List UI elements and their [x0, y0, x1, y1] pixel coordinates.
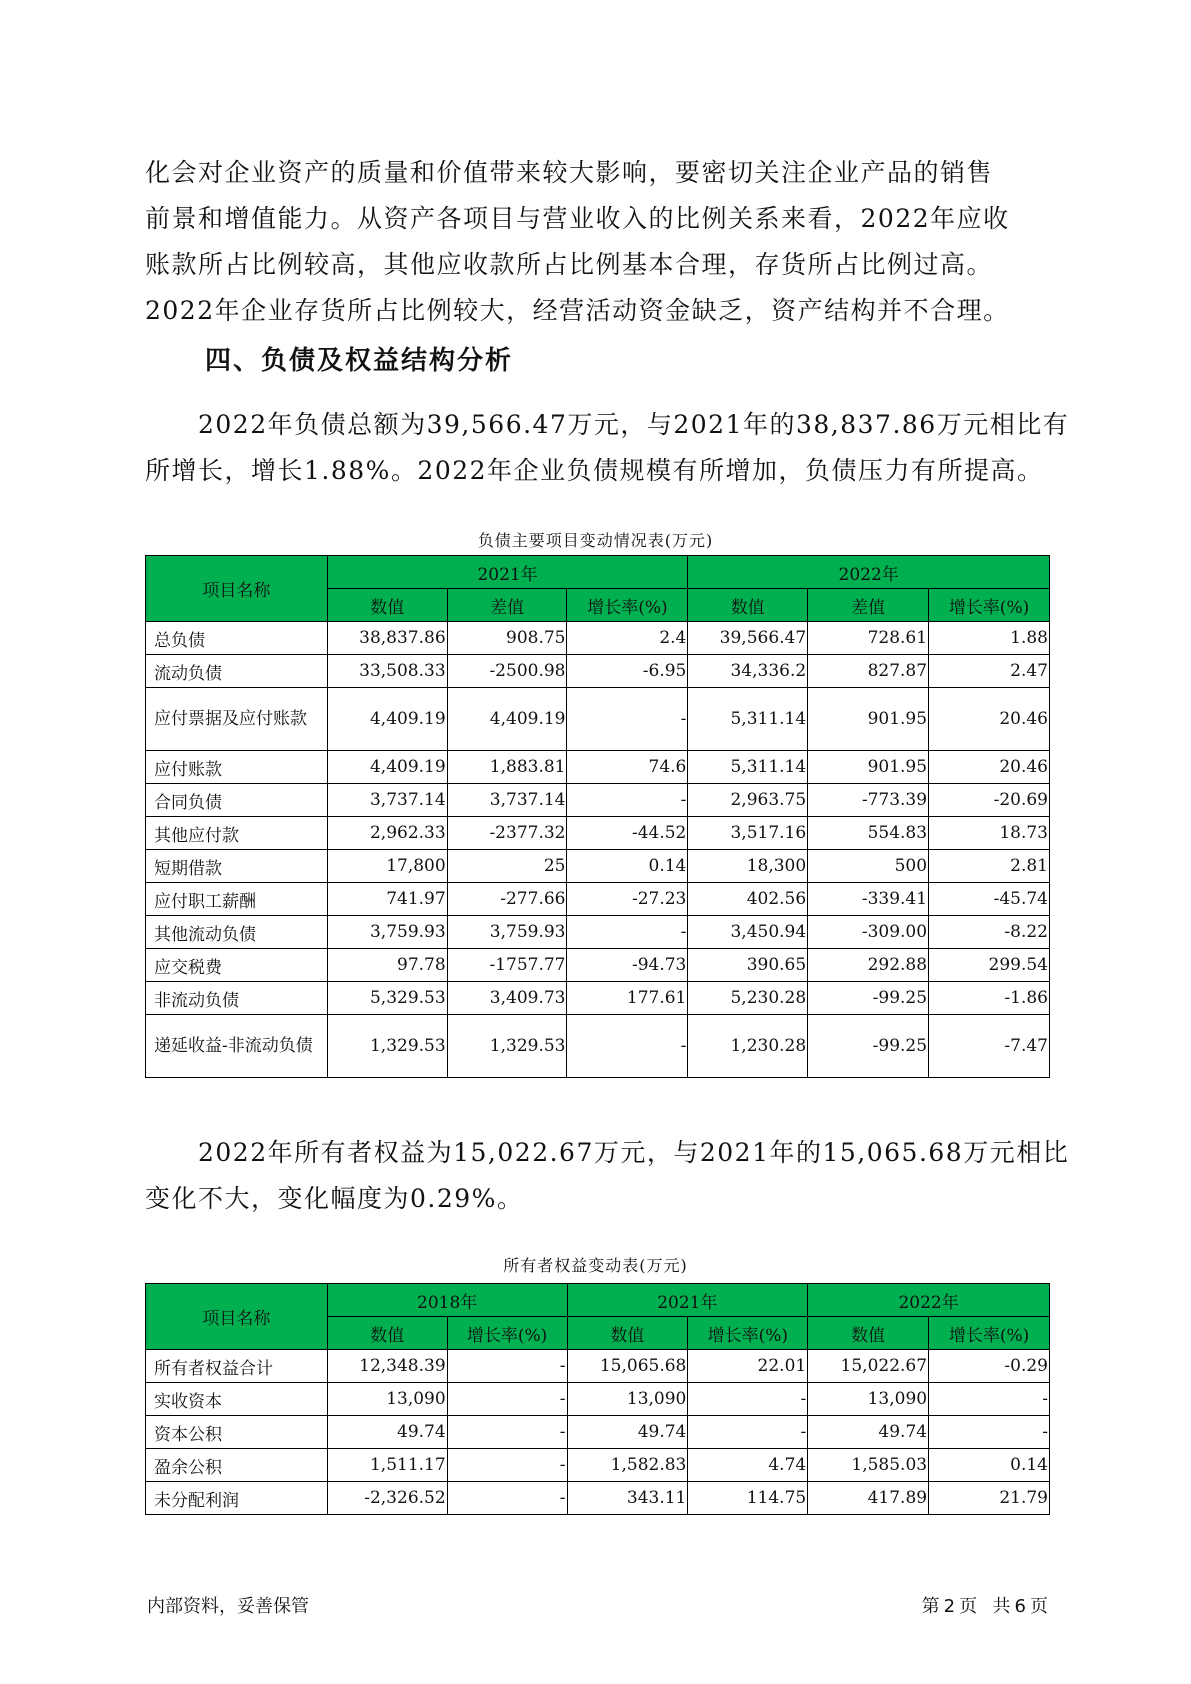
- table-cell: 500: [808, 850, 929, 883]
- row-label: 盈余公积: [146, 1449, 328, 1482]
- table-row: [146, 916, 1050, 949]
- table-caption-liabilities: 负债主要项目变动情况表(万元): [477, 531, 714, 550]
- table-cell: 1,511.17: [327, 1449, 447, 1482]
- table-cell: 5,230.28: [688, 982, 808, 1015]
- table-caption-equity: 所有者权益变动表(万元): [503, 1256, 688, 1275]
- subheader-cell: 增长率(%): [447, 1317, 567, 1350]
- table-cell: 0.14: [929, 1449, 1050, 1482]
- table-cell: 38,837.86: [327, 622, 447, 655]
- paragraph-liability-summary: [145, 402, 1070, 494]
- table-cell: 728.61: [808, 622, 929, 655]
- paragraph-line: 化会对企业资产的质量和价值带来较大影响，要密切关注企业产品的销售: [145, 158, 994, 187]
- table-cell: -: [567, 784, 688, 817]
- table-cell: 0.14: [567, 850, 688, 883]
- table-row: [146, 1482, 1050, 1515]
- row-label: 总负债: [146, 622, 328, 655]
- table-cell: 33,508.33: [327, 655, 447, 688]
- table-cell: -0.29: [929, 1350, 1050, 1383]
- table-cell: 49.74: [567, 1416, 688, 1449]
- equity-table-body: [146, 1350, 1050, 1515]
- table-cell: 1,230.28: [688, 1015, 808, 1078]
- table-cell: 1,883.81: [447, 751, 567, 784]
- table-cell: 741.97: [327, 883, 447, 916]
- table-cell: 908.75: [447, 622, 567, 655]
- header-year-group: 2022年: [808, 1284, 1050, 1317]
- table-row: [146, 817, 1050, 850]
- table-cell: 4,409.19: [447, 688, 567, 751]
- row-label: 流动负债: [146, 655, 328, 688]
- table-cell: -2500.98: [447, 655, 567, 688]
- table-cell: 3,759.93: [447, 916, 567, 949]
- row-label: 短期借款: [146, 850, 328, 883]
- table-cell: 97.78: [327, 949, 447, 982]
- subheader-cell: 数值: [327, 589, 447, 622]
- table-cell: -6.95: [567, 655, 688, 688]
- table-cell: -339.41: [808, 883, 929, 916]
- row-label: 未分配利润: [146, 1482, 328, 1515]
- table-cell: 299.54: [929, 949, 1050, 982]
- table-cell: 13,090: [808, 1383, 929, 1416]
- table-cell: -20.69: [929, 784, 1050, 817]
- current-page: 2: [943, 1596, 956, 1617]
- table-row: [146, 883, 1050, 916]
- table-cell: 15,065.68: [567, 1350, 688, 1383]
- table-cell: 4,409.19: [327, 751, 447, 784]
- table-cell: -773.39: [808, 784, 929, 817]
- table-cell: -: [567, 916, 688, 949]
- subheader-cell: 数值: [808, 1317, 929, 1350]
- table-cell: 2,962.33: [327, 817, 447, 850]
- table-cell: 5,329.53: [327, 982, 447, 1015]
- footer-confidential-note: 内部资料，妥善保管: [147, 1596, 309, 1617]
- page-prefix: 第: [921, 1596, 940, 1617]
- subheader-cell: 差值: [447, 589, 567, 622]
- table-row: [146, 622, 1050, 655]
- table-row: [146, 1015, 1050, 1078]
- table-row: [146, 1416, 1050, 1449]
- liabilities-table-body: [146, 622, 1050, 1078]
- table-cell: 49.74: [327, 1416, 447, 1449]
- table-cell: -99.25: [808, 982, 929, 1015]
- header-item-name: 项目名称: [146, 556, 328, 622]
- table-cell: 390.65: [688, 949, 808, 982]
- table-cell: 3,409.73: [447, 982, 567, 1015]
- table-row: [146, 1383, 1050, 1416]
- table-cell: 13,090: [567, 1383, 688, 1416]
- subheader-cell: 增长率(%): [929, 589, 1050, 622]
- table-cell: 12,348.39: [327, 1350, 447, 1383]
- table-cell: 1,582.83: [567, 1449, 688, 1482]
- row-label: 应交税费: [146, 949, 328, 982]
- table-cell: 5,311.14: [688, 751, 808, 784]
- table-cell: 39,566.47: [688, 622, 808, 655]
- row-label: 实收资本: [146, 1383, 328, 1416]
- table-cell: -1.86: [929, 982, 1050, 1015]
- table-cell: -277.66: [447, 883, 567, 916]
- row-label: 其他流动负债: [146, 916, 328, 949]
- page-word: 页: [959, 1596, 978, 1617]
- table-cell: -309.00: [808, 916, 929, 949]
- header-year-group: 2022年: [688, 556, 1050, 589]
- subheader-cell: 增长率(%): [688, 1317, 808, 1350]
- table-cell: 827.87: [808, 655, 929, 688]
- total-pages: 6: [1014, 1596, 1026, 1617]
- table-cell: -: [688, 1416, 808, 1449]
- table-cell: 554.83: [808, 817, 929, 850]
- table-cell: 13,090: [327, 1383, 447, 1416]
- table-cell: -: [567, 688, 688, 751]
- table-row: [146, 655, 1050, 688]
- paragraph-line: 前景和增值能力。从资产各项目与营业收入的比例关系来看，2022年应收: [145, 204, 1010, 233]
- table-cell: 74.6: [567, 751, 688, 784]
- subheader-cell: 增长率(%): [929, 1317, 1050, 1350]
- table-cell: -8.22: [929, 916, 1050, 949]
- header-year-group: 2021年: [327, 556, 688, 589]
- paragraph-line: 变化不大，变化幅度为0.29%。: [145, 1184, 524, 1213]
- table-cell: 3,759.93: [327, 916, 447, 949]
- table-cell: 1.88: [929, 622, 1050, 655]
- table-cell: -: [447, 1449, 567, 1482]
- row-label: 合同负债: [146, 784, 328, 817]
- table-cell: -: [929, 1383, 1050, 1416]
- table-cell: 901.95: [808, 751, 929, 784]
- row-label: 应付票据及应付账款: [146, 688, 328, 751]
- table-cell: -: [447, 1416, 567, 1449]
- table-row: [146, 949, 1050, 982]
- table-cell: 2,963.75: [688, 784, 808, 817]
- paragraph-line: 2022年负债总额为39,566.47万元，与2021年的38,837.86万元相比有: [145, 410, 1070, 439]
- table-cell: -27.23: [567, 883, 688, 916]
- table-cell: 2.47: [929, 655, 1050, 688]
- table-cell: 18.73: [929, 817, 1050, 850]
- row-label: 应付职工薪酬: [146, 883, 328, 916]
- subheader-cell: 数值: [688, 589, 808, 622]
- table-row: [146, 982, 1050, 1015]
- table-cell: 343.11: [567, 1482, 688, 1515]
- table-cell: 4.74: [688, 1449, 808, 1482]
- table-cell: 417.89: [808, 1482, 929, 1515]
- header-year-group: 2021年: [567, 1284, 808, 1317]
- table-cell: -99.25: [808, 1015, 929, 1078]
- paragraph-equity-summary: [145, 1130, 1070, 1222]
- table-cell: 1,329.53: [327, 1015, 447, 1078]
- table-cell: 22.01: [688, 1350, 808, 1383]
- paragraph-line: 2022年企业存货所占比例较大，经营活动资金缺乏，资产结构并不合理。: [145, 296, 1010, 325]
- subheader-cell: 差值: [808, 589, 929, 622]
- paragraph-line: 所增长，增长1.88%。2022年企业负债规模有所增加，负债压力有所提高。: [145, 456, 1044, 485]
- table-cell: -2,326.52: [327, 1482, 447, 1515]
- table-row: [146, 1350, 1050, 1383]
- table-cell: 20.46: [929, 688, 1050, 751]
- table-cell: 3,450.94: [688, 916, 808, 949]
- table-cell: -44.52: [567, 817, 688, 850]
- row-label: 其他应付款: [146, 817, 328, 850]
- row-label: 所有者权益合计: [146, 1350, 328, 1383]
- table-cell: 15,022.67: [808, 1350, 929, 1383]
- paragraph-line: 账款所占比例较高，其他应收款所占比例基本合理，存货所占比例过高。: [145, 250, 994, 279]
- equity-table: [145, 1283, 1050, 1515]
- table-cell: -: [567, 1015, 688, 1078]
- total-prefix: 共: [992, 1596, 1011, 1617]
- table-cell: -2377.32: [447, 817, 567, 850]
- table-cell: 4,409.19: [327, 688, 447, 751]
- table-cell: 34,336.2: [688, 655, 808, 688]
- table-cell: 1,585.03: [808, 1449, 929, 1482]
- row-label: 应付账款: [146, 751, 328, 784]
- subheader-cell: 增长率(%): [567, 589, 688, 622]
- table-cell: 2.4: [567, 622, 688, 655]
- table-cell: 1,329.53: [447, 1015, 567, 1078]
- table-cell: 17,800: [327, 850, 447, 883]
- table-row: [146, 850, 1050, 883]
- table-cell: -: [447, 1482, 567, 1515]
- table-row: [146, 784, 1050, 817]
- table-cell: 2.81: [929, 850, 1050, 883]
- footer-page-number: [920, 1592, 1050, 1618]
- table-row: [146, 1449, 1050, 1482]
- table-cell: -: [447, 1350, 567, 1383]
- table-cell: -: [929, 1416, 1050, 1449]
- table-cell: 402.56: [688, 883, 808, 916]
- paragraph-line: 2022年所有者权益为15,022.67万元，与2021年的15,065.68万元相比: [145, 1138, 1070, 1167]
- row-label: 资本公积: [146, 1416, 328, 1449]
- table-cell: 3,517.16: [688, 817, 808, 850]
- table-cell: 177.61: [567, 982, 688, 1015]
- header-year-group: 2018年: [327, 1284, 567, 1317]
- liabilities-table: [145, 555, 1050, 1078]
- table-cell: 114.75: [688, 1482, 808, 1515]
- table-cell: 49.74: [808, 1416, 929, 1449]
- paragraph-asset-structure: [145, 150, 1050, 334]
- row-label: 递延收益-非流动负债: [146, 1015, 328, 1078]
- table-cell: -: [447, 1383, 567, 1416]
- table-cell: -94.73: [567, 949, 688, 982]
- table-cell: -7.47: [929, 1015, 1050, 1078]
- subheader-cell: 数值: [567, 1317, 688, 1350]
- table-cell: 20.46: [929, 751, 1050, 784]
- section-heading: 四、负债及权益结构分析: [205, 346, 514, 376]
- total-word: 页: [1030, 1596, 1048, 1617]
- table-cell: -1757.77: [447, 949, 567, 982]
- table-cell: 901.95: [808, 688, 929, 751]
- subheader-cell: 数值: [327, 1317, 447, 1350]
- table-cell: 292.88: [808, 949, 929, 982]
- table-cell: 5,311.14: [688, 688, 808, 751]
- table-cell: 18,300: [688, 850, 808, 883]
- table-cell: -45.74: [929, 883, 1050, 916]
- header-item-name: 项目名称: [146, 1284, 328, 1350]
- table-cell: -: [688, 1383, 808, 1416]
- table-cell: 25: [447, 850, 567, 883]
- table-row: [146, 688, 1050, 751]
- table-row: [146, 751, 1050, 784]
- row-label: 非流动负债: [146, 982, 328, 1015]
- table-cell: 3,737.14: [447, 784, 567, 817]
- table-cell: 21.79: [929, 1482, 1050, 1515]
- table-cell: 3,737.14: [327, 784, 447, 817]
